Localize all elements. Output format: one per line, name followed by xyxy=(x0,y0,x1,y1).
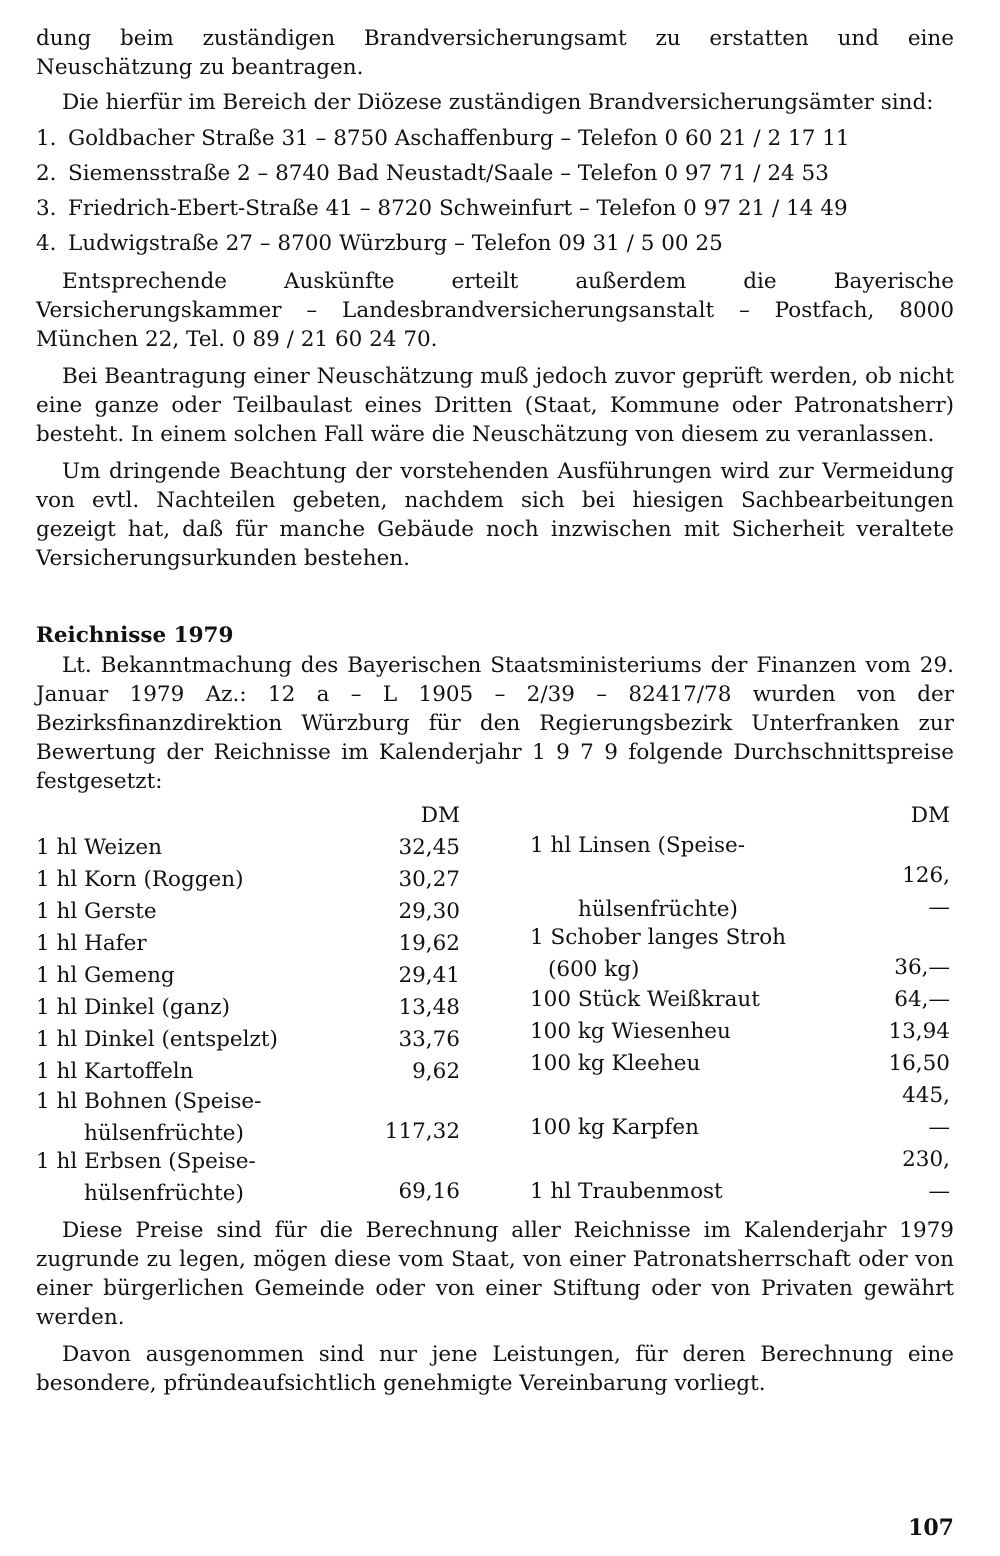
table-row: 100 Stück Weißkraut 64,— xyxy=(530,987,950,1012)
currency-header: DM xyxy=(420,803,460,828)
list-item xyxy=(36,226,954,261)
paragraph-reassessment: Bei Beantragung einer Neuschätzung muß jedoch zuvor geprüft werden, ob nicht eine ganze oder Teilbaulast eines Dritten (Staat, Kommune oder Patronatsherr) besteht. In einem solchen Fall wäre die Neuschätzung von diesem zu veranlassen. xyxy=(36,364,954,447)
table-row-continuation: hülsenfrüchte) 126,— xyxy=(578,863,950,922)
table-row: 1 hl Gemeng 29,41 xyxy=(36,963,460,988)
table-row-continuation: hülsenfrüchte) 69,16 xyxy=(84,1179,460,1206)
address-text: Goldbacher Straße 31 – 8750 Aschaffenburg – Telefon 0 60 21 / 2 17 11 xyxy=(68,126,850,151)
table-row: 1 hl Linsen (Speise- xyxy=(530,833,746,858)
document-page xyxy=(36,24,954,1398)
table-row: 100 kg Karpfen 445,— xyxy=(530,1083,950,1140)
table-row-continuation: hülsenfrüchte) 117,32 xyxy=(84,1119,460,1146)
paragraph-exceptions: Davon ausgenommen sind nur jene Leistungen, für deren Berechnung eine besondere, pfründeaufsichtlich genehmigte Vereinbarung vorliegt. xyxy=(36,1342,954,1396)
list-item xyxy=(36,121,954,156)
table-row-continuation: (600 kg) 36,— xyxy=(548,955,950,982)
table-row: 100 kg Wiesenheu 13,94 xyxy=(530,1019,950,1044)
list-number: 2. xyxy=(36,161,57,186)
table-row: 1 hl Bohnen (Speise- xyxy=(36,1089,262,1114)
paragraph-prices-basis: Diese Preise sind für die Berechnung aller Reichnisse im Kalenderjahr 1979 zugrunde zu legen, mögen diese vom Staat, von einer Patronatsherrschaft oder von einer bürgerlichen Gemeinde oder von einer Stiftung oder von Privaten gewährt werden. xyxy=(36,1218,954,1330)
price-table-left xyxy=(36,800,460,1208)
table-row: 1 hl Dinkel (ganz) 13,48 xyxy=(36,995,460,1020)
currency-header: DM xyxy=(910,803,950,828)
list-item xyxy=(36,191,954,226)
price-table-right xyxy=(530,800,950,1208)
table-row: 1 hl Weizen 32,45 xyxy=(36,835,460,860)
paragraph-section-intro: Lt. Bekanntmachung des Bayerischen Staatsministeriums der Finanzen vom 29. Januar 1979 Az.: 12 a – L 1905 – 2/39 – 82417/78 wurden von der Bezirksfinanzdirektion Würzburg für den Regierungsbezirk Unterfranken zur Bewertung der Reichnisse im Kalenderjahr 1 9 7 9 folgende Durchschnittspreise festgesetzt: xyxy=(36,653,954,794)
address-text: Friedrich-Ebert-Straße 41 – 8720 Schweinfurt – Telefon 0 97 21 / 14 49 xyxy=(68,196,848,221)
price-tables xyxy=(36,800,954,1208)
address-text: Siemensstraße 2 – 8740 Bad Neustadt/Saale – Telefon 0 97 71 / 24 53 xyxy=(68,161,829,186)
office-address-list xyxy=(36,121,954,261)
table-row: 100 kg Kleeheu 16,50 xyxy=(530,1051,950,1076)
table-row: 1 Schober langes Stroh xyxy=(530,925,787,950)
paragraph-continuation: dung beim zuständigen Brandversicherungsamt zu erstatten und eine Neuschätzung zu beantragen. xyxy=(36,26,954,80)
list-number: 4. xyxy=(36,231,57,256)
list-number: 3. xyxy=(36,196,57,221)
table-row: 1 hl Hafer 19,62 xyxy=(36,931,460,956)
address-text: Ludwigstraße 27 – 8700 Würzburg – Telefon 09 31 / 5 00 25 xyxy=(68,231,723,256)
section-heading: Reichnisse 1979 xyxy=(36,623,234,648)
list-number: 1. xyxy=(36,126,57,151)
table-row: 1 hl Korn (Roggen) 30,27 xyxy=(36,867,460,892)
table-row: 1 hl Erbsen (Speise- xyxy=(36,1149,256,1174)
list-item xyxy=(36,156,954,191)
table-row: 1 hl Gerste 29,30 xyxy=(36,899,460,924)
table-row: 1 hl Kartoffeln 9,62 xyxy=(36,1059,460,1084)
paragraph-further-info: Entsprechende Auskünfte erteilt außerdem die Bayerische Versicherungskammer – Landesbrandversicherungsanstalt – Postfach, 8000 München 22, Tel. 0 89 / 21 60 24 70. xyxy=(36,269,954,352)
table-row: 1 hl Traubenmost 230,— xyxy=(530,1147,950,1204)
table-row: 1 hl Dinkel (entspelzt) 33,76 xyxy=(36,1027,460,1052)
paragraph-notice: Um dringende Beachtung der vorstehenden Ausführungen wird zur Vermeidung von evtl. Nachteilen gebeten, nachdem sich bei hiesigen Sachbearbeitungen gezeigt hat, daß für manche Gebäude noch inzwischen mit Sicherheit veraltete Versicherungsurkunden bestehen. xyxy=(36,459,954,571)
paragraph-offices-intro: Die hierfür im Bereich der Diözese zuständigen Brandversicherungsämter sind: xyxy=(62,90,934,115)
page-number: 107 xyxy=(908,1515,954,1541)
